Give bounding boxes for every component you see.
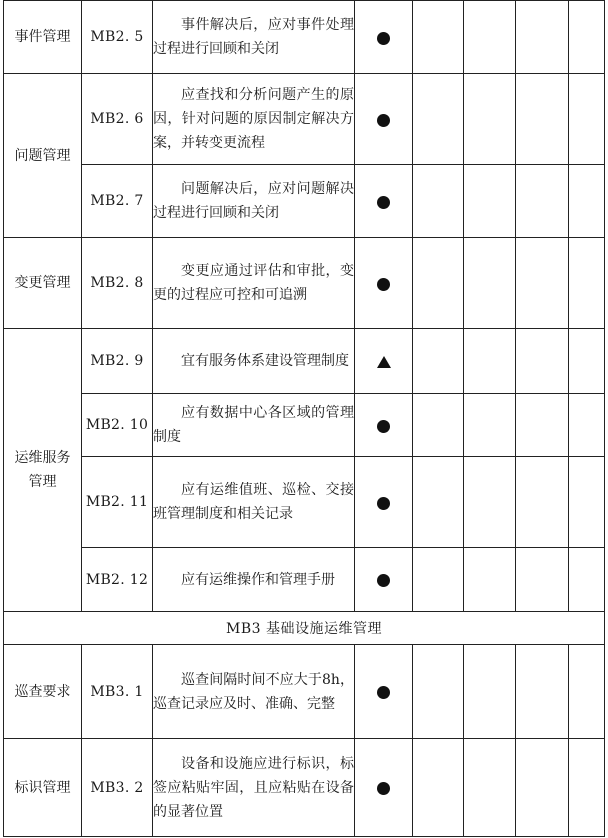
empty-cell — [516, 739, 569, 837]
requirement-cell: 宜有服务体系建设管理制度 — [153, 329, 355, 394]
category-cell: 标识管理 — [4, 739, 82, 837]
filled-circle-icon — [377, 782, 390, 795]
empty-cell — [516, 165, 569, 238]
empty-cell — [413, 329, 464, 394]
table-row — [4, 457, 605, 548]
empty-cell — [569, 238, 605, 329]
code-cell: MB3. 1 — [82, 645, 153, 739]
empty-cell — [516, 645, 569, 739]
empty-cell — [569, 1, 605, 74]
empty-cell — [464, 238, 516, 329]
empty-cell — [569, 457, 605, 548]
table-row — [4, 612, 605, 645]
category-cell: 运维服务 管理 — [4, 329, 82, 612]
code-cell: MB2. 9 — [82, 329, 153, 394]
empty-cell — [464, 645, 516, 739]
empty-cell — [464, 548, 516, 612]
filled-circle-icon — [377, 686, 390, 699]
table-row — [4, 548, 605, 612]
code-cell: MB2. 12 — [82, 548, 153, 612]
empty-cell — [464, 74, 516, 165]
filled-circle-icon — [377, 278, 390, 291]
requirement-cell: 应有运维操作和管理手册 — [153, 548, 355, 612]
requirement-cell: 应查找和分析问题产生的原因，针对问题的原因制定解决方案，并转变更流程 — [153, 74, 355, 165]
empty-cell — [464, 739, 516, 837]
empty-cell — [569, 548, 605, 612]
empty-cell — [516, 457, 569, 548]
empty-cell — [464, 165, 516, 238]
empty-cell — [516, 329, 569, 394]
mark-cell — [355, 1, 413, 74]
requirements-table — [3, 0, 605, 837]
requirement-cell: 设备和设施应进行标识，标签应粘贴牢固，且应粘贴在设备的显著位置 — [153, 739, 355, 837]
empty-cell — [516, 394, 569, 457]
category-cell: 巡查要求 — [4, 645, 82, 739]
code-cell: MB3. 2 — [82, 739, 153, 837]
code-cell: MB2. 11 — [82, 457, 153, 548]
mark-cell — [355, 457, 413, 548]
empty-cell — [516, 238, 569, 329]
mark-cell — [355, 739, 413, 837]
empty-cell — [413, 739, 464, 837]
empty-cell — [569, 329, 605, 394]
filled-circle-icon — [377, 574, 390, 587]
mark-cell — [355, 165, 413, 238]
filled-circle-icon — [377, 114, 390, 127]
category-cell: 变更管理 — [4, 238, 82, 329]
code-cell: MB2. 8 — [82, 238, 153, 329]
empty-cell — [569, 74, 605, 165]
empty-cell — [413, 74, 464, 165]
code-cell: MB2. 6 — [82, 74, 153, 165]
requirement-cell: 应有运维值班、巡检、交接班管理制度和相关记录 — [153, 457, 355, 548]
empty-cell — [516, 74, 569, 165]
code-cell: MB2. 5 — [82, 1, 153, 74]
category-cell: 问题管理 — [4, 74, 82, 238]
mark-cell — [355, 329, 413, 394]
filled-circle-icon — [377, 497, 390, 510]
empty-cell — [569, 394, 605, 457]
empty-cell — [413, 165, 464, 238]
empty-cell — [569, 645, 605, 739]
code-cell: MB2. 7 — [82, 165, 153, 238]
empty-cell — [464, 1, 516, 74]
empty-cell — [413, 1, 464, 74]
requirement-cell: 问题解决后，应对问题解决过程进行回顾和关闭 — [153, 165, 355, 238]
filled-triangle-icon — [377, 356, 391, 368]
table-row — [4, 739, 605, 837]
mark-cell — [355, 548, 413, 612]
empty-cell — [464, 457, 516, 548]
section-heading: MB3 基础设施运维管理 — [4, 612, 605, 645]
table-row — [4, 645, 605, 739]
table-row — [4, 165, 605, 238]
mark-cell — [355, 645, 413, 739]
empty-cell — [413, 394, 464, 457]
category-cell: 事件管理 — [4, 1, 82, 74]
empty-cell — [413, 238, 464, 329]
requirement-cell: 巡查间隔时间不应大于8h，巡查记录应及时、准确、完整 — [153, 645, 355, 739]
code-cell: MB2. 10 — [82, 394, 153, 457]
table-row — [4, 74, 605, 165]
mark-cell — [355, 394, 413, 457]
requirement-cell: 变更应通过评估和审批，变更的过程应可控和可追溯 — [153, 238, 355, 329]
filled-circle-icon — [377, 196, 390, 209]
table-row — [4, 394, 605, 457]
empty-cell — [569, 739, 605, 837]
table-row — [4, 329, 605, 394]
table-row — [4, 238, 605, 329]
requirement-cell: 事件解决后，应对事件处理过程进行回顾和关闭 — [153, 1, 355, 74]
empty-cell — [569, 165, 605, 238]
requirement-cell: 应有数据中心各区域的管理制度 — [153, 394, 355, 457]
mark-cell — [355, 238, 413, 329]
empty-cell — [516, 1, 569, 74]
mark-cell — [355, 74, 413, 165]
empty-cell — [413, 548, 464, 612]
empty-cell — [413, 457, 464, 548]
empty-cell — [413, 645, 464, 739]
empty-cell — [516, 548, 569, 612]
empty-cell — [464, 394, 516, 457]
table-row — [4, 1, 605, 74]
filled-circle-icon — [377, 420, 390, 433]
empty-cell — [464, 329, 516, 394]
filled-circle-icon — [377, 32, 390, 45]
